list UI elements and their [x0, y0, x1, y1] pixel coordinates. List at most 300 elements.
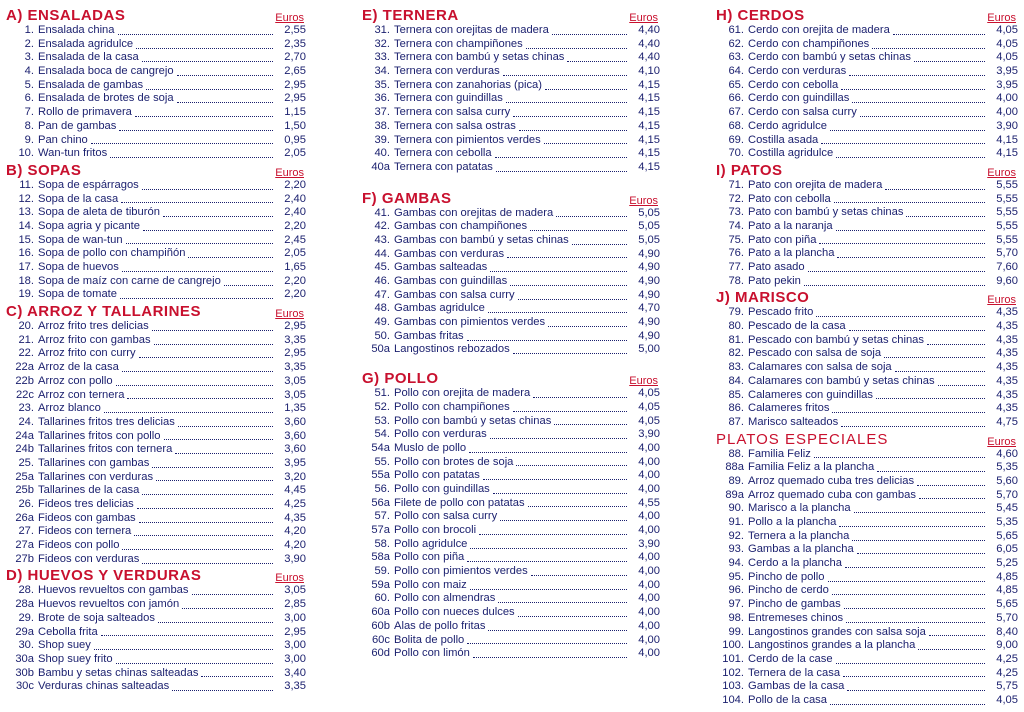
item-number: 29a [15, 625, 34, 638]
item-price: 6,05 [996, 543, 1018, 556]
menu-item [6, 402, 306, 416]
section-header [716, 288, 1018, 306]
item-number: 100. [722, 639, 744, 652]
item-number: 18. [18, 274, 34, 287]
item-number: 73. [728, 206, 744, 219]
item-name: Pollo con brotes de soja [394, 455, 514, 468]
item-number: 72. [728, 192, 744, 205]
menu-item [6, 193, 306, 207]
menu-item [716, 516, 1018, 530]
menu-section-j [716, 288, 1018, 429]
dot-leader [158, 621, 273, 623]
item-number: 84. [728, 374, 744, 387]
item-price: 4,00 [638, 633, 660, 646]
item-price: 3,40 [284, 666, 306, 679]
item-name: Fideos con pollo [38, 539, 120, 552]
dot-leader [518, 615, 627, 617]
item-name: Pescado con salsa de soja [748, 347, 882, 360]
item-name: Sopa de pollo con champiñón [38, 247, 186, 260]
item-name: Entremeses chinos [748, 611, 844, 624]
menu-item [6, 206, 306, 220]
item-name: Pato a la naranja [748, 219, 833, 232]
dot-leader [136, 47, 273, 49]
menu-item [6, 375, 306, 389]
item-number: 24. [18, 415, 34, 428]
item-number: 35. [374, 78, 390, 91]
item-name: Ternera con salsa ostras [394, 119, 516, 132]
item-price: 4,55 [638, 496, 660, 509]
menu-item [716, 134, 1018, 148]
item-name: Pato con piña [748, 233, 817, 246]
dot-leader [877, 470, 985, 472]
item-number: 89. [728, 474, 744, 487]
dot-leader [139, 356, 273, 358]
euros-label: Euros [987, 166, 1016, 179]
item-number: 104. [722, 693, 744, 706]
dot-leader [164, 438, 274, 440]
menu-item [6, 320, 306, 334]
dot-leader [135, 115, 273, 117]
item-name: Pollo con orejita de madera [394, 387, 531, 400]
section-title: B) SOPAS [6, 161, 82, 179]
item-name: Arroz con pollo [38, 374, 113, 387]
menu-item [362, 302, 660, 316]
item-price: 4,15 [638, 147, 660, 160]
item-name: Sopa de huevos [38, 261, 119, 273]
dot-leader [854, 511, 985, 513]
dot-leader [479, 533, 627, 535]
item-number: 34. [374, 65, 390, 78]
item-number: 4. [24, 65, 34, 78]
menu-item [716, 24, 1018, 38]
item-number: 24a [15, 429, 34, 442]
item-number: 30b [15, 666, 34, 679]
menu-item [6, 639, 306, 653]
item-number: 33. [374, 51, 390, 64]
item-price: 4,90 [638, 261, 660, 274]
dot-leader [852, 539, 985, 541]
item-name: Gambas con orejitas de madera [394, 206, 554, 219]
item-price: 4,00 [638, 455, 660, 468]
menu-section-c [6, 302, 306, 566]
euros-label: Euros [629, 194, 658, 207]
menu-item [6, 612, 306, 626]
menu-item [362, 234, 660, 248]
dot-leader [122, 270, 273, 272]
item-name: Ternera con patatas [394, 160, 493, 173]
menu-item [716, 51, 1018, 65]
item-number: 60c [371, 633, 390, 646]
menu-item [6, 361, 306, 375]
menu-item [362, 38, 660, 52]
dot-leader [139, 521, 273, 523]
item-number: 16. [18, 247, 34, 260]
item-name: Familia Feliz a la plancha [748, 461, 875, 474]
section-title: E) TERNERA [362, 7, 459, 24]
dot-leader [836, 156, 985, 158]
item-price: 3,00 [284, 652, 306, 665]
item-price: 4,35 [284, 511, 306, 524]
euros-label: Euros [275, 572, 304, 585]
item-number: 48. [374, 302, 390, 315]
item-price: 3,20 [284, 470, 306, 483]
item-price: 4,15 [638, 133, 660, 146]
item-price: 4,00 [638, 551, 660, 564]
item-number: 63. [728, 51, 744, 64]
dot-leader [852, 101, 985, 103]
dot-leader [152, 329, 273, 331]
item-name: Ternera con champiñones [394, 37, 523, 50]
item-name: Pato con bambú y setas chinas [748, 206, 904, 219]
item-price: 3,35 [284, 680, 306, 693]
item-name: Ternera con zanahorias (pica) [394, 78, 542, 91]
dot-leader [101, 634, 273, 636]
item-number: 52. [374, 400, 390, 413]
dot-leader [837, 256, 985, 258]
menu-item [716, 38, 1018, 52]
item-price: 4,15 [638, 78, 660, 91]
item-name: Gambas fritas [394, 329, 464, 342]
item-number: 26. [18, 498, 34, 510]
menu-item [6, 179, 306, 193]
item-name: Pollo con patatas [394, 469, 480, 482]
item-price: 5,70 [996, 488, 1018, 501]
menu-section-f [362, 189, 660, 358]
item-name: Cerdo agridulce [748, 119, 827, 132]
item-price: 4,75 [996, 415, 1018, 428]
menu-item [6, 234, 306, 248]
euros-label: Euros [275, 12, 304, 24]
item-number: 44. [374, 247, 390, 260]
menu-item [362, 343, 660, 357]
menu-item [6, 653, 306, 667]
item-number: 98. [728, 611, 744, 624]
item-price: 4,00 [638, 565, 660, 578]
item-name: Pato con orejita de madera [748, 178, 883, 191]
dot-leader [893, 33, 985, 35]
menu-item [362, 551, 660, 565]
item-name: Filete de pollo con patatas [394, 496, 525, 509]
menu-item [716, 347, 1018, 361]
item-number: 96. [728, 584, 744, 597]
menu-item [362, 634, 660, 648]
item-price: 3,90 [284, 552, 306, 565]
menu-item [716, 106, 1018, 120]
item-price: 5,45 [996, 502, 1018, 515]
section-header [6, 6, 306, 24]
item-price: 1,15 [284, 106, 306, 119]
item-price: 5,70 [996, 247, 1018, 260]
item-name: Ensalada de la casa [38, 51, 139, 64]
item-name: Sopa de la casa [38, 192, 119, 205]
dot-leader [134, 534, 273, 536]
dot-leader [156, 479, 273, 481]
menu-item [716, 334, 1018, 348]
item-number: 90. [728, 502, 744, 515]
item-number: 85. [728, 388, 744, 401]
menu-item [362, 120, 660, 134]
menu-item [6, 261, 306, 275]
menu-item-list [716, 179, 1018, 289]
item-price: 8,40 [996, 625, 1018, 638]
section-title: A) ENSALADAS [6, 7, 126, 24]
item-price: 4,00 [638, 647, 660, 660]
dot-leader [845, 566, 985, 568]
menu-item [6, 220, 306, 234]
menu-item [716, 461, 1018, 475]
menu-item [362, 510, 660, 524]
item-name: Arroz blanco [38, 402, 101, 415]
dot-leader [137, 507, 273, 509]
dot-leader [116, 662, 273, 664]
menu-column-1 [6, 6, 306, 694]
item-number: 56a [371, 496, 390, 509]
item-price: 4,70 [638, 302, 660, 315]
item-number: 32. [374, 37, 390, 50]
section-header [362, 6, 660, 24]
item-number: 41. [374, 206, 390, 219]
menu-item [6, 106, 306, 120]
dot-leader [142, 60, 273, 62]
item-number: 64. [728, 65, 744, 78]
item-number: 80. [728, 320, 744, 333]
item-name: Huevos revueltos con jamón [38, 598, 180, 611]
dot-leader [142, 493, 273, 495]
item-name: Arroz frito con gambas [38, 333, 151, 346]
item-name: Pescado con bambú y setas chinas [748, 333, 924, 346]
section-header [716, 161, 1018, 179]
menu-item [716, 416, 1018, 430]
item-name: Gambas con salsa curry [394, 288, 515, 301]
item-price: 5,55 [996, 192, 1018, 205]
item-number: 28. [18, 584, 34, 597]
item-name: Calameres fritos [748, 402, 830, 415]
item-number: 97. [728, 598, 744, 611]
item-name: Tallarines fritos con ternera [38, 443, 173, 456]
menu-item-list [6, 179, 306, 302]
item-price: 5,55 [996, 233, 1018, 246]
item-number: 86. [728, 402, 744, 415]
menu-item-list [362, 207, 660, 358]
item-price: 7,60 [996, 261, 1018, 273]
menu-item [716, 694, 1018, 708]
item-price: 4,25 [284, 498, 306, 510]
item-name: Sopa de maíz con carne de cangrejo [38, 274, 221, 287]
item-number: 2. [24, 37, 34, 50]
item-number: 60a [371, 606, 390, 619]
menu-item [362, 79, 660, 93]
item-price: 3,60 [284, 443, 306, 456]
menu-item [362, 161, 660, 175]
dot-leader [567, 60, 627, 62]
menu-item [6, 430, 306, 444]
item-name: Pollo con limón [394, 647, 470, 660]
item-price: 5,70 [996, 611, 1018, 624]
dot-leader [533, 396, 627, 398]
item-price: 2,05 [284, 247, 306, 260]
menu-item [716, 193, 1018, 207]
dot-leader [872, 47, 985, 49]
item-number: 19. [18, 288, 34, 301]
item-price: 4,00 [638, 510, 660, 523]
dot-leader [177, 74, 273, 76]
menu-item [6, 680, 306, 694]
item-price: 4,35 [996, 347, 1018, 360]
item-name: Ternera con salsa curry [394, 106, 511, 119]
dot-leader [860, 115, 985, 117]
item-name: Muslo de pollo [394, 441, 467, 454]
item-price: 4,25 [996, 652, 1018, 665]
item-number: 93. [728, 543, 744, 556]
item-price: 5,05 [638, 220, 660, 233]
item-name: Calameres con guindillas [748, 388, 873, 401]
menu-item [362, 428, 660, 442]
menu-item [6, 626, 306, 640]
dot-leader [841, 88, 985, 90]
dot-leader [175, 452, 273, 454]
menu-item [6, 65, 306, 79]
section-header [6, 566, 306, 584]
menu-section-e [362, 6, 660, 175]
menu-section-h [716, 6, 1018, 161]
menu-item-list [6, 584, 306, 694]
dot-leader [844, 607, 985, 609]
menu-item [362, 387, 660, 401]
menu-item [362, 330, 660, 344]
item-number: 81. [728, 333, 744, 346]
menu-item [362, 289, 660, 303]
menu-item-list [716, 448, 1018, 708]
menu-item [716, 530, 1018, 544]
section-header [6, 302, 306, 320]
dot-leader [914, 60, 985, 62]
dot-leader [104, 411, 273, 413]
item-name: Sopa de aleta de tiburón [38, 206, 160, 219]
item-number: 54a [371, 441, 390, 454]
section-header [716, 430, 1018, 448]
item-number: 1. [24, 24, 34, 36]
item-price: 5,35 [996, 461, 1018, 474]
dot-leader [142, 188, 273, 190]
item-number: 88a [725, 461, 744, 474]
item-name: Pollo con salsa curry [394, 510, 498, 523]
dot-leader [143, 229, 273, 231]
dot-leader [467, 560, 627, 562]
dot-leader [513, 115, 627, 117]
dot-leader [490, 437, 627, 439]
item-price: 4,05 [638, 400, 660, 413]
dot-leader [178, 425, 273, 427]
menu-item [716, 653, 1018, 667]
item-number: 88. [728, 447, 744, 460]
dot-leader [528, 505, 627, 507]
menu-section-i [716, 161, 1018, 289]
euros-label: Euros [987, 12, 1016, 24]
item-name: Tallarines con gambas [38, 456, 150, 469]
item-name: Gambas con pimientos verdes [394, 316, 546, 329]
item-number: 70. [728, 147, 744, 160]
item-name: Tallarines con verduras [38, 470, 154, 483]
menu-item [362, 207, 660, 221]
dot-leader [224, 284, 273, 286]
menu-item [716, 120, 1018, 134]
item-name: Cerdo con champiñones [748, 37, 870, 50]
menu-item [6, 51, 306, 65]
item-number: 60. [374, 592, 390, 605]
dot-leader [122, 548, 273, 550]
item-number: 42. [374, 220, 390, 233]
dot-leader [816, 315, 985, 317]
dot-leader [819, 242, 985, 244]
euros-label: Euros [629, 12, 658, 24]
item-name: Arroz quemado cuba con gambas [748, 488, 916, 501]
item-name: Ensalada de brotes de soja [38, 92, 174, 105]
dot-leader [470, 547, 627, 549]
item-price: 2,20 [284, 219, 306, 232]
menu-item [6, 24, 306, 38]
dot-leader [120, 297, 273, 299]
item-name: Cerdo con cebolla [748, 78, 839, 91]
menu-section-b [6, 161, 306, 302]
item-name: Sopa de tomate [38, 288, 117, 301]
item-price: 4,00 [638, 619, 660, 632]
item-number: 6. [24, 92, 34, 105]
menu-item [716, 667, 1018, 681]
dot-leader [500, 519, 627, 521]
item-number: 50. [374, 329, 390, 342]
item-price: 4,05 [996, 693, 1018, 706]
item-name: Huevos revueltos con gambas [38, 584, 189, 597]
item-name: Verduras chinas salteadas [38, 680, 170, 693]
menu-item-list [6, 320, 306, 566]
menu-item [362, 524, 660, 538]
menu-item [6, 484, 306, 498]
dot-leader [490, 270, 627, 272]
item-number: 30c [15, 680, 34, 693]
menu-column-3 [716, 6, 1018, 708]
dot-leader [531, 574, 627, 576]
dot-leader [918, 648, 985, 650]
item-number: 55a [371, 469, 390, 482]
menu-item [362, 106, 660, 120]
item-price: 4,05 [996, 51, 1018, 64]
item-name: Brote de soja salteados [38, 611, 155, 624]
dot-leader [146, 88, 273, 90]
item-number: 57a [371, 524, 390, 536]
euros-label: Euros [275, 308, 304, 321]
item-price: 4,00 [638, 606, 660, 619]
menu-item [716, 247, 1018, 261]
item-number: 30. [18, 639, 34, 652]
item-number: 54. [374, 428, 390, 441]
dot-leader [154, 343, 273, 345]
menu-item [362, 497, 660, 511]
dot-leader [507, 256, 627, 258]
dot-leader [488, 629, 627, 631]
item-price: 4,05 [638, 387, 660, 400]
item-name: Langostinos grandes a la plancha [748, 639, 916, 652]
item-name: Pato pekin [748, 274, 801, 287]
dot-leader [126, 242, 273, 244]
menu-item [6, 389, 306, 403]
item-price: 4,00 [638, 592, 660, 605]
menu-item [6, 525, 306, 539]
item-name: Pollo agridulce [394, 537, 468, 550]
dot-leader [201, 675, 273, 677]
item-name: Cerdo a la plancha [748, 557, 842, 570]
item-name: Gambas agridulce [394, 302, 485, 315]
item-price: 1,65 [284, 261, 306, 273]
